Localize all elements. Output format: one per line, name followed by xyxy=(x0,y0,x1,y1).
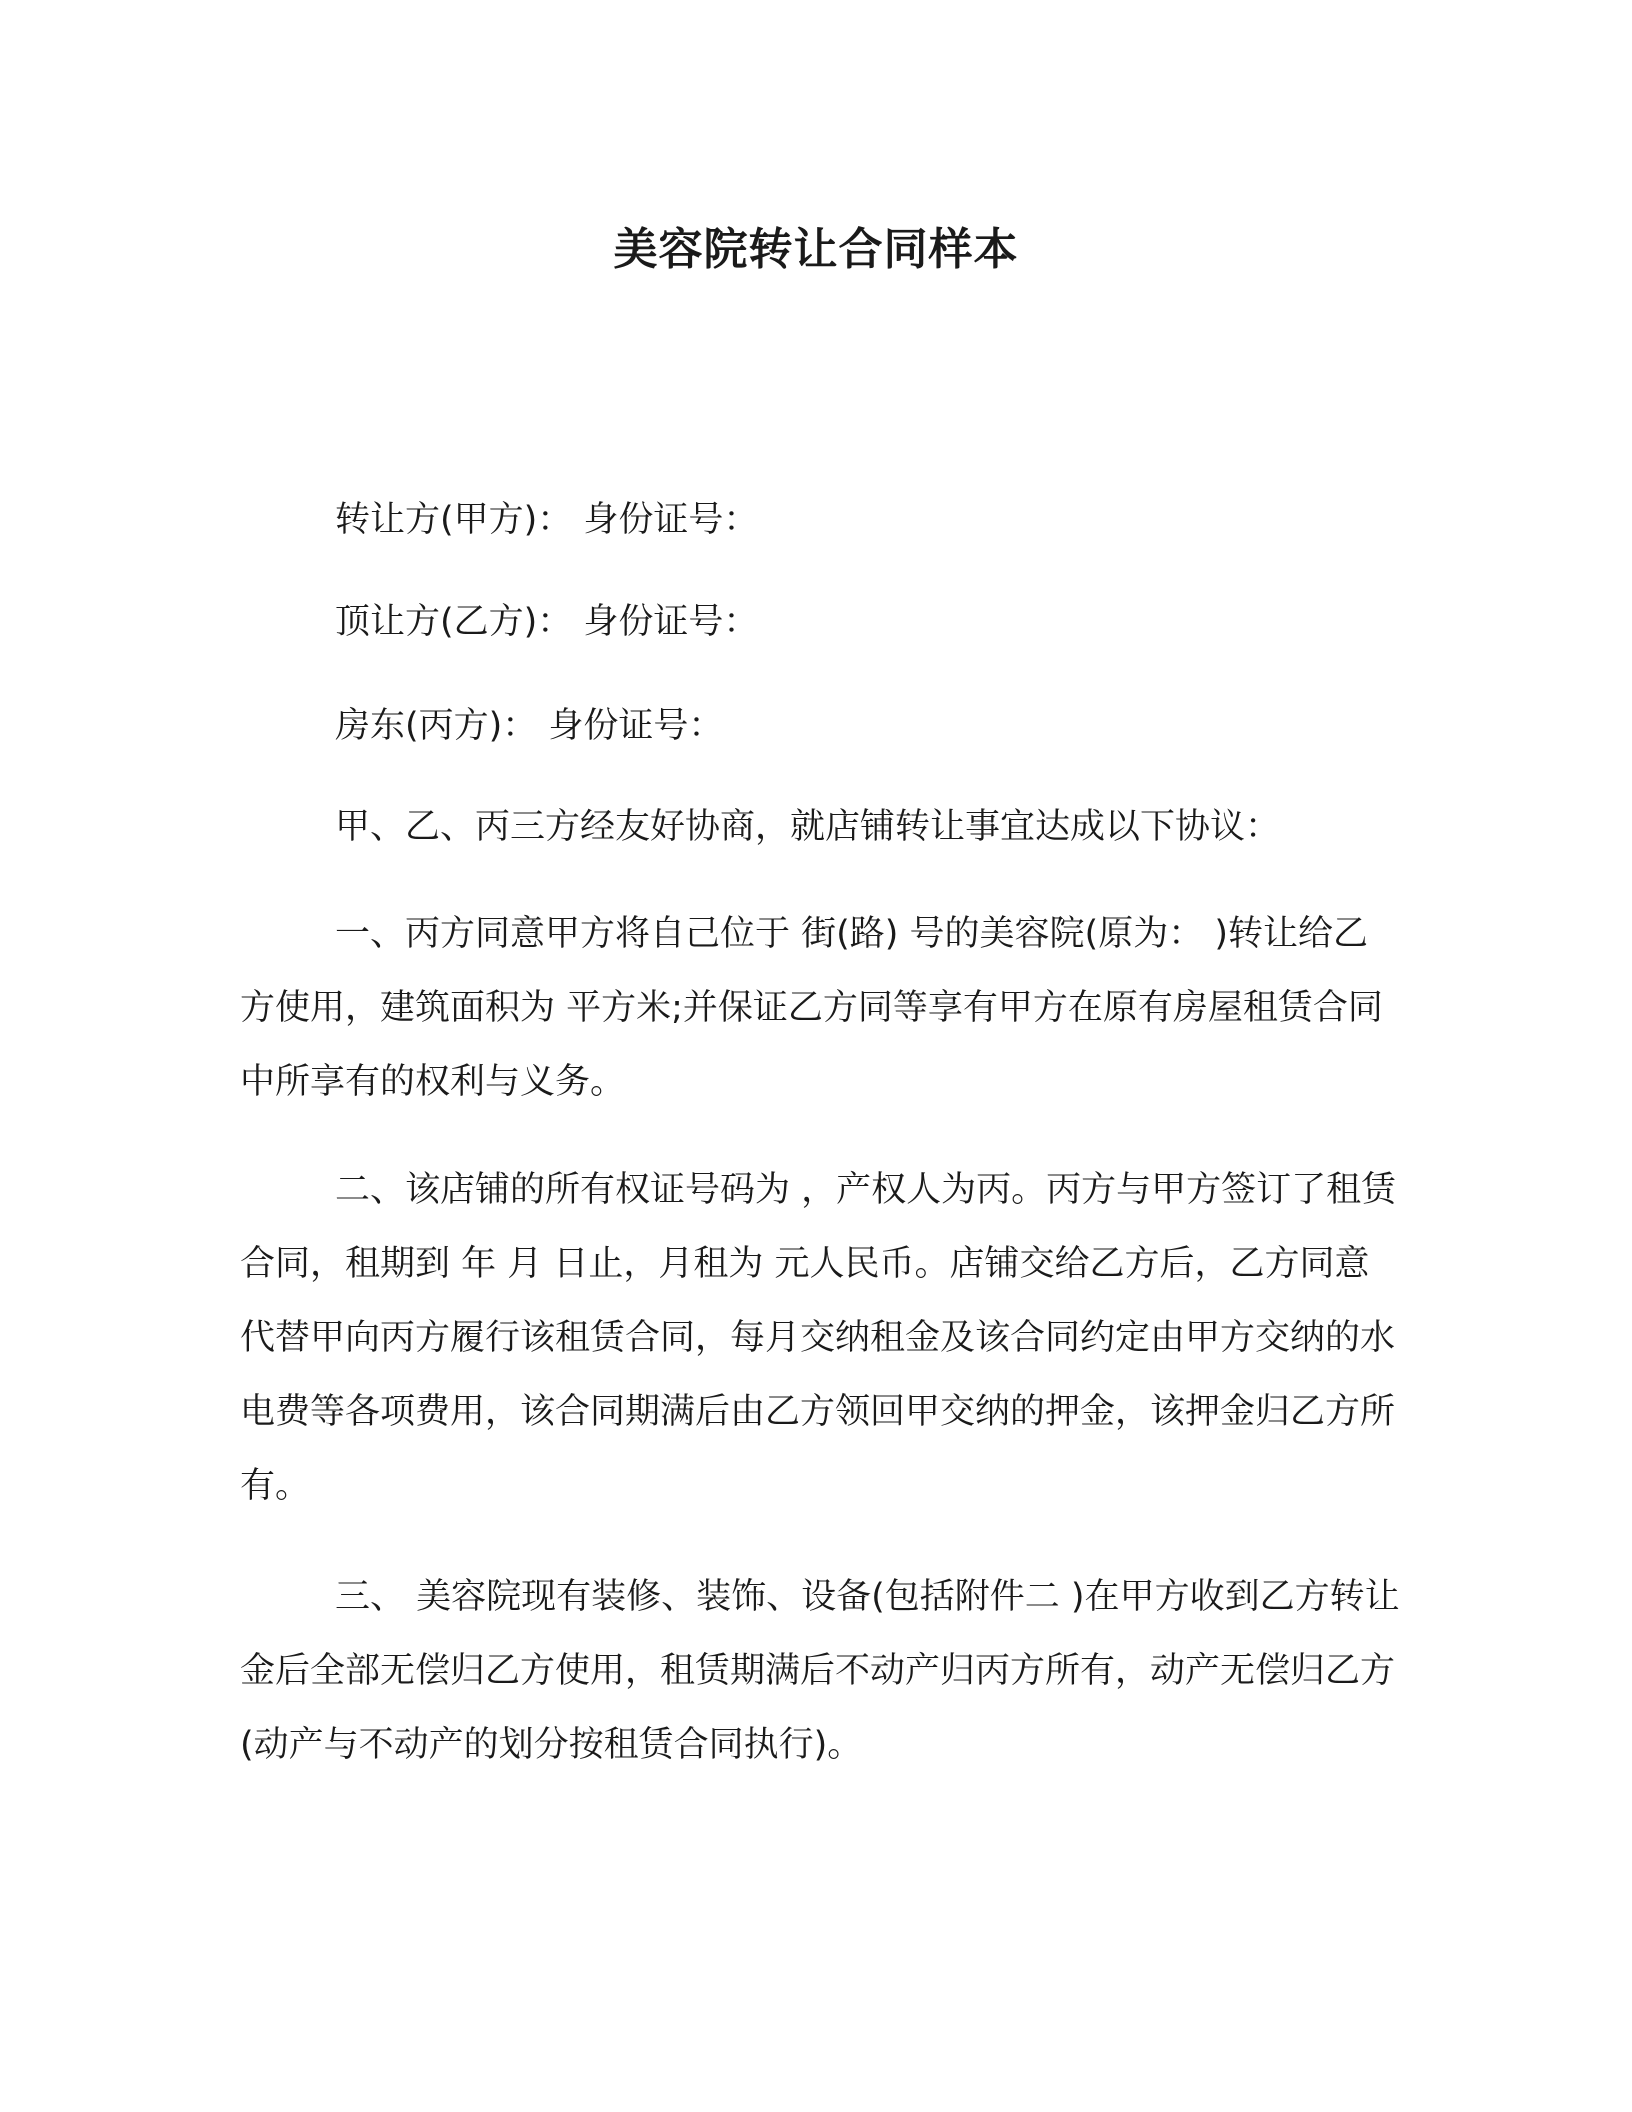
clause-1: 一、丙方同意甲方将自己位于 街(路) 号的美容院(原为： )转让给乙方使用，建筑面积为 平方米;并保证乙方同等享有甲方在原有房屋租赁合同中所享有的权利与义务。 xyxy=(240,914,1383,1102)
clause-3: 三、 美容院现有装修、装饰、设备(包括附件二 )在甲方收到乙方转让金后全部无偿归乙方使用，租赁期满后不动产归丙方所有，动产无偿归乙方(动产与不动产的划分按租赁合同执行)。 xyxy=(240,1577,1400,1765)
party-b-line: 顶让方(乙方)： 身份证号： xyxy=(335,602,759,642)
party-c-line: 房东(丙方)： 身份证号： xyxy=(335,706,724,746)
document-title: 美容院转让合同样本 xyxy=(613,224,1019,275)
intro-paragraph: 甲、乙、丙三方经友好协商，就店铺转让事宜达成以下协议： xyxy=(335,807,1281,847)
clause-2: 二、该店铺的所有权证号码为 ，产权人为丙。丙方与甲方签订了租赁合同，租期到 年 月 日止，月租为 元人民币。店铺交给乙方后，乙方同意代替甲向丙方履行该租赁合同，每月交纳租金及该合同约定由甲方交纳的水电费等各项费用，该合同期满后由乙方领回甲交纳的押金，该押金归乙方所有。 xyxy=(240,1170,1397,1506)
party-a-line: 转让方(甲方)： 身份证号： xyxy=(335,500,759,540)
